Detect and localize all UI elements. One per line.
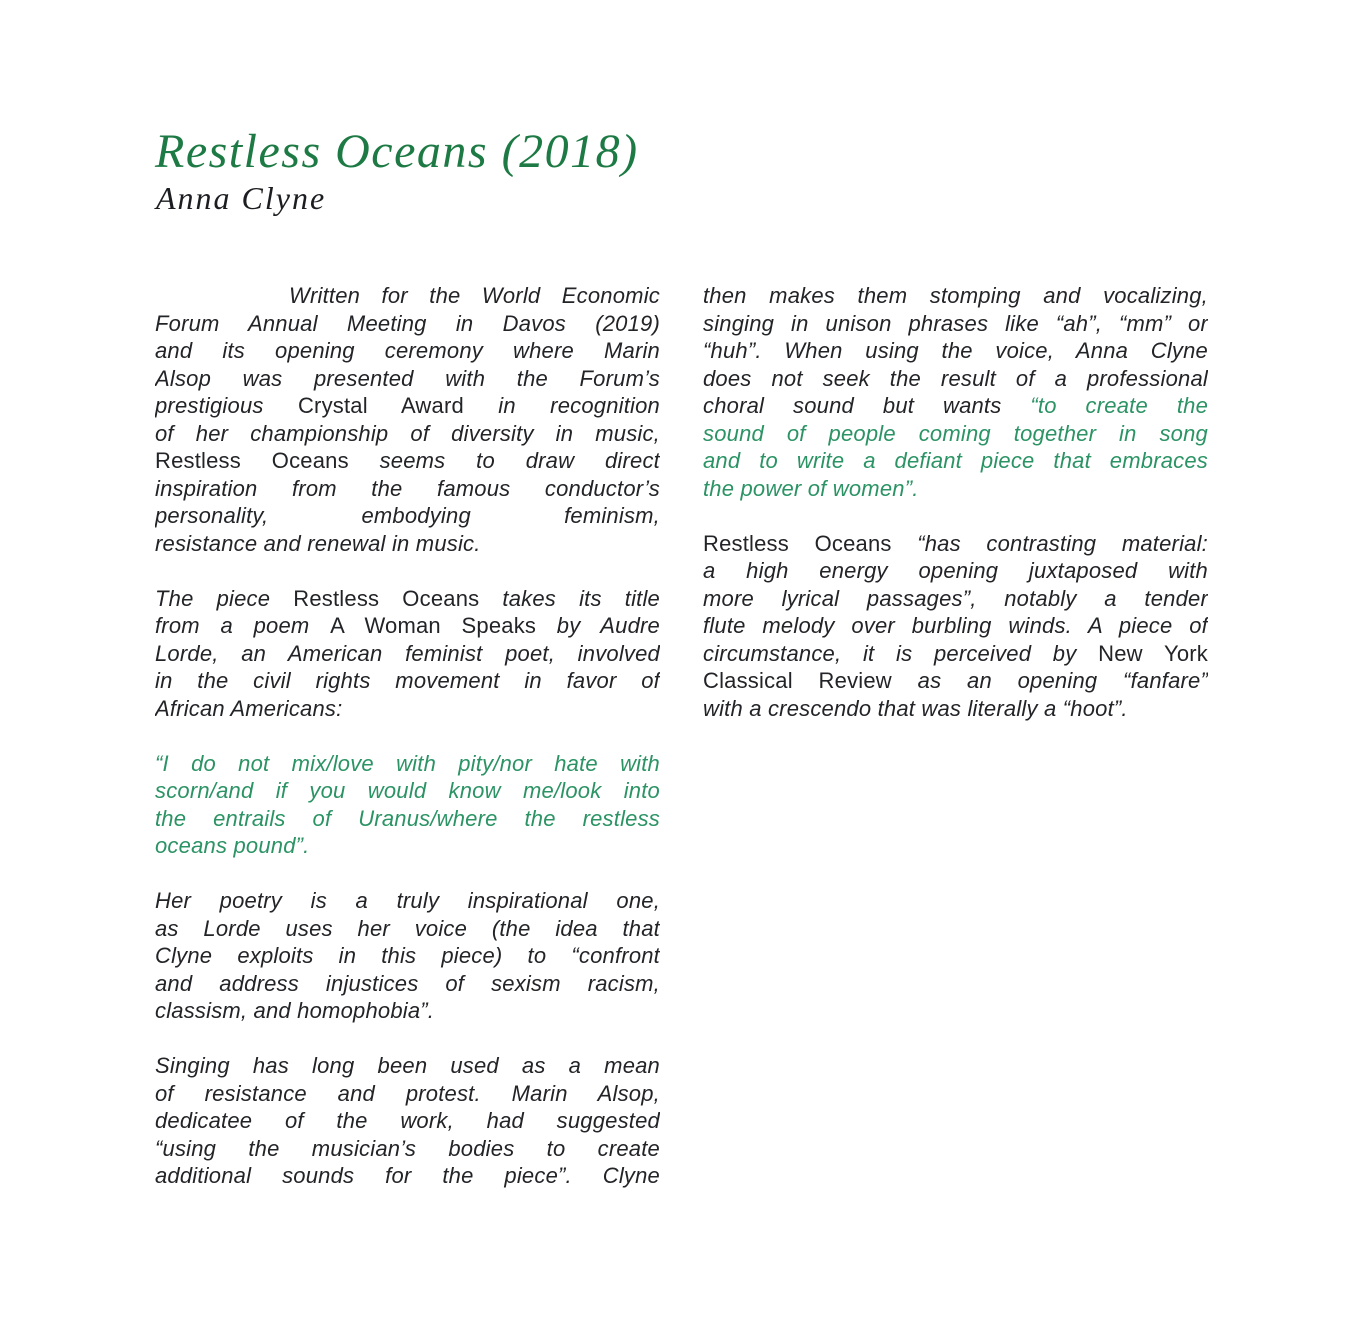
- text-run: and address injustices of sexism racism,: [155, 970, 660, 996]
- text-line: [155, 420, 660, 448]
- text-run: The piece: [155, 585, 294, 611]
- quote-run: the power of women”.: [703, 475, 919, 501]
- text-run: a high energy opening juxtaposed with: [703, 558, 1208, 583]
- text-line: [155, 1162, 660, 1190]
- quote-run: “to create the: [1030, 393, 1208, 418]
- piece-title: Restless Oceans (2018): [155, 125, 639, 178]
- text-run: classism, and homophobia”.: [155, 998, 435, 1023]
- work-title-run: Crystal Award: [297, 393, 464, 418]
- text-run: Written for the World Economic: [289, 283, 660, 308]
- text-run: personality, embodying feminism,: [155, 503, 660, 528]
- work-title-run: Restless Oceans: [703, 530, 892, 556]
- quote-run: and to write a defiant piece that embraces: [703, 448, 1208, 473]
- text-line: [155, 502, 660, 530]
- text-run: “using the musician’s bodies to create: [155, 1135, 660, 1161]
- quote-run: the entrails of Uranus/where the restless: [155, 805, 660, 831]
- text-line: [155, 942, 660, 970]
- right-column: [703, 282, 1208, 1190]
- text-run: does not seek the result of a professional: [703, 365, 1208, 391]
- text-line: [703, 612, 1208, 640]
- text-run: with a crescendo that was literally a “hoot”.: [703, 695, 1128, 721]
- text-line: [155, 530, 660, 558]
- work-title-run: Restless Oceans: [293, 585, 480, 611]
- text-run: Lorde, an American feminist poet, involved: [155, 640, 660, 666]
- text-line: [155, 915, 660, 943]
- text-line: [155, 337, 660, 365]
- text-run: singing in unison phrases like “ah”, “mm” or: [703, 310, 1208, 336]
- work-title-run: Classical Review: [703, 668, 892, 693]
- text-line: [703, 337, 1208, 365]
- article-columns: [155, 282, 1208, 1190]
- text-run: dedicatee of the work, had suggested: [155, 1108, 660, 1133]
- paragraph: [155, 585, 660, 723]
- text-run: more lyrical passages”, notably a tender: [703, 585, 1208, 611]
- text-run: seems to draw direct: [348, 448, 660, 473]
- text-run: Her poetry is a truly inspirational one,: [155, 888, 660, 913]
- work-title-run: A Woman Speaks: [330, 613, 537, 638]
- text-line: [703, 640, 1208, 668]
- text-line: [155, 392, 660, 420]
- text-line: [155, 282, 660, 310]
- text-run: in recognition: [463, 393, 660, 418]
- text-run: then makes them stomping and vocalizing,: [703, 283, 1208, 308]
- text-line: [155, 777, 660, 805]
- text-line: [155, 612, 660, 640]
- text-line: [703, 392, 1208, 420]
- paragraph: [155, 1052, 660, 1190]
- text-line: [155, 695, 660, 723]
- text-line: [703, 585, 1208, 613]
- paragraph: [155, 750, 660, 860]
- text-run: circumstance, it is perceived by: [703, 640, 1099, 666]
- text-line: [155, 997, 660, 1025]
- text-line: [155, 1107, 660, 1135]
- paragraph: [703, 282, 1208, 502]
- paragraph: [155, 887, 660, 1025]
- text-run: of resistance and protest. Marin Alsop,: [155, 1080, 660, 1106]
- text-run: Forum Annual Meeting in Davos (2019): [155, 310, 660, 336]
- text-line: [703, 557, 1208, 585]
- text-run: choral sound but wants: [703, 393, 1031, 418]
- text-line: [155, 1080, 660, 1108]
- piece-header: [155, 125, 639, 217]
- text-line: [703, 667, 1208, 695]
- text-run: takes its title: [479, 585, 660, 611]
- text-line: [155, 970, 660, 998]
- text-line: [703, 282, 1208, 310]
- text-run: “has contrasting material:: [891, 530, 1208, 556]
- text-run: Alsop was presented with the Forum’s: [155, 365, 660, 391]
- text-line: [155, 365, 660, 393]
- text-line: [703, 695, 1208, 723]
- text-line: [155, 1135, 660, 1163]
- text-line: [703, 530, 1208, 558]
- text-line: [703, 365, 1208, 393]
- text-line: [703, 475, 1208, 503]
- quote-run: scorn/and if you would know me/look into: [155, 778, 660, 803]
- text-run: as an opening “fanfare”: [891, 668, 1208, 693]
- text-line: [155, 640, 660, 668]
- text-run: from a poem: [155, 613, 331, 638]
- text-line: [155, 805, 660, 833]
- quote-run: “I do not mix/love with pity/nor hate with: [155, 750, 660, 776]
- text-line: [703, 420, 1208, 448]
- text-line: [155, 310, 660, 338]
- text-run: and its opening ceremony where Marin: [155, 338, 660, 363]
- text-line: [155, 585, 660, 613]
- quote-run: sound of people coming together in song: [703, 420, 1208, 446]
- text-line: [155, 887, 660, 915]
- quote-run: oceans pound”.: [155, 833, 310, 858]
- text-run: of her championship of diversity in music,: [155, 420, 660, 446]
- text-run: inspiration from the famous conductor’s: [155, 475, 660, 501]
- text-line: [155, 1052, 660, 1080]
- text-run: prestigious: [155, 393, 298, 418]
- paragraph: [155, 282, 660, 557]
- text-line: [155, 750, 660, 778]
- text-run: resistance and renewal in music.: [155, 530, 481, 556]
- text-run: in the civil rights movement in favor of: [155, 668, 660, 693]
- text-run: African Americans:: [155, 695, 343, 721]
- text-line: [155, 667, 660, 695]
- text-run: “huh”. When using the voice, Anna Clyne: [703, 338, 1208, 363]
- text-run: Singing has long been used as a mean: [155, 1053, 660, 1078]
- text-run: Clyne exploits in this piece) to “confront: [155, 943, 660, 968]
- left-column: [155, 282, 660, 1190]
- work-title-run: New York: [1098, 640, 1208, 666]
- text-run: additional sounds for the piece”. Clyne: [155, 1163, 660, 1188]
- text-run: by Audre: [536, 613, 660, 638]
- text-line: [703, 447, 1208, 475]
- text-run: as Lorde uses her voice (the idea that: [155, 915, 660, 941]
- text-line: [155, 447, 660, 475]
- text-line: [703, 310, 1208, 338]
- composer-name: Anna Clyne: [156, 180, 327, 217]
- text-line: [155, 475, 660, 503]
- paragraph: [703, 530, 1208, 723]
- work-title-run: Restless Oceans: [155, 448, 349, 473]
- text-line: [155, 832, 660, 860]
- text-run: flute melody over burbling winds. A piece of: [703, 613, 1208, 638]
